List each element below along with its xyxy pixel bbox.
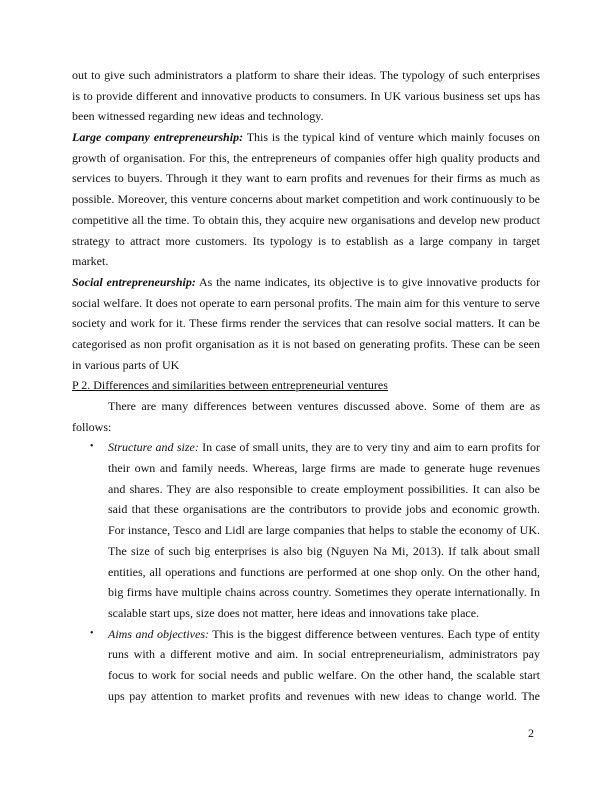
term-social: Social entrepreneurship: xyxy=(72,274,196,289)
bullet-icon: • xyxy=(90,441,94,453)
text-line: said that these organisations are the contributors to provide jobs and economic growth. xyxy=(108,502,540,517)
text-line: follows: xyxy=(72,419,112,434)
bullet-structure-size xyxy=(72,437,540,623)
text-line: scalable start ups, size does not matter, here ideas and innovations take place. xyxy=(108,605,480,620)
text-line xyxy=(72,624,540,645)
text-run: This is the typical kind of venture which mainly focuses on xyxy=(243,130,541,145)
text-line: categorised as non profit organisation as it is not based on generating profits. These can be seen xyxy=(72,336,540,351)
text-line: entities, all operations and functions are performed at one shop only. On the other hand, xyxy=(108,564,540,579)
large-company-paragraph xyxy=(72,127,540,272)
bullet-term: Aims and objectives: xyxy=(108,626,209,641)
text-line: focus to work for social needs and public welfare. On the other hand, the scalable start xyxy=(108,667,540,682)
text-line: is to provide different and innovative products to consumers. In UK various business set ups has xyxy=(72,88,540,103)
text-line: their own and family needs. Whereas, large firms are made to generate huge revenues xyxy=(108,461,540,476)
social-paragraph xyxy=(72,272,540,375)
text-line xyxy=(72,127,540,148)
section-heading xyxy=(72,375,540,396)
text-line: possible. Moreover, this venture concerns about market competition and work continuously to be xyxy=(72,192,540,207)
text-run: As the name indicates, its objective is to give innovative products for xyxy=(195,274,540,289)
text-line: in various parts of UK xyxy=(72,357,180,372)
text-line: strategy to attract more customers. Its typology is to establish as a large company in target xyxy=(72,233,540,248)
bullet-term: Structure and size: xyxy=(108,440,199,455)
text-run: In case of small units, they are to very tiny and aim to earn profits for xyxy=(198,440,540,455)
text-line: There are many differences between ventures discussed above. Some of them are as xyxy=(108,399,540,413)
text-line: social welfare. It does not operate to earn personal profits. The main aim for this venture to serve xyxy=(72,295,540,310)
text-line: competitive all the time. To obtain this, they acquire new organisations and develop new product xyxy=(72,212,540,227)
intro-paragraph xyxy=(72,65,540,127)
term-large-company: Large company entrepreneurship: xyxy=(72,130,244,145)
text-line: services to buyers. Through it they want to earn profits and revenues for their firms as much as xyxy=(72,171,540,186)
text-line: growth of organisation. For this, the entrepreneurs of companies offer high quality products and xyxy=(72,150,540,165)
text-line: The size of such big enterprises is also big (Nguyen Na Mi, 2013). If talk about small xyxy=(108,543,540,558)
document-body xyxy=(72,65,540,706)
text-line: been witnessed regarding new ideas and technology. xyxy=(72,109,324,124)
text-run: This is the biggest difference between ventures. Each type of entity xyxy=(208,626,540,641)
text-line: big firms have multiple chains across country. Sometimes they operate internationally. In xyxy=(108,585,540,600)
heading-text: P 2. Differences and similarities between entrepreneurial ventures xyxy=(72,378,388,393)
bullet-icon: • xyxy=(90,627,94,639)
text-line: market. xyxy=(72,254,109,269)
bullet-aims-objectives xyxy=(72,624,540,707)
text-line: runs with a different motive and aim. In social entrepreneurialism, administrators pay xyxy=(108,647,540,662)
text-line: For instance, Tesco and Lidl are large companies that helps to stable the economy of UK. xyxy=(108,523,540,538)
text-line xyxy=(72,437,540,458)
p2-intro-paragraph xyxy=(72,396,540,437)
text-line: out to give such administrators a platform to share their ideas. The typology of such enterprises xyxy=(72,68,540,82)
text-line: ups pay attention to market profits and revenues with new ideas to change world. The xyxy=(108,688,540,703)
text-line: society and work for it. These firms render the services that can resolve social matters. It can be xyxy=(72,316,540,331)
text-line: and shares. They are also responsible to create employment possibilities. It can also be xyxy=(108,481,540,496)
page-number: 2 xyxy=(528,726,534,740)
text-line xyxy=(72,272,540,293)
